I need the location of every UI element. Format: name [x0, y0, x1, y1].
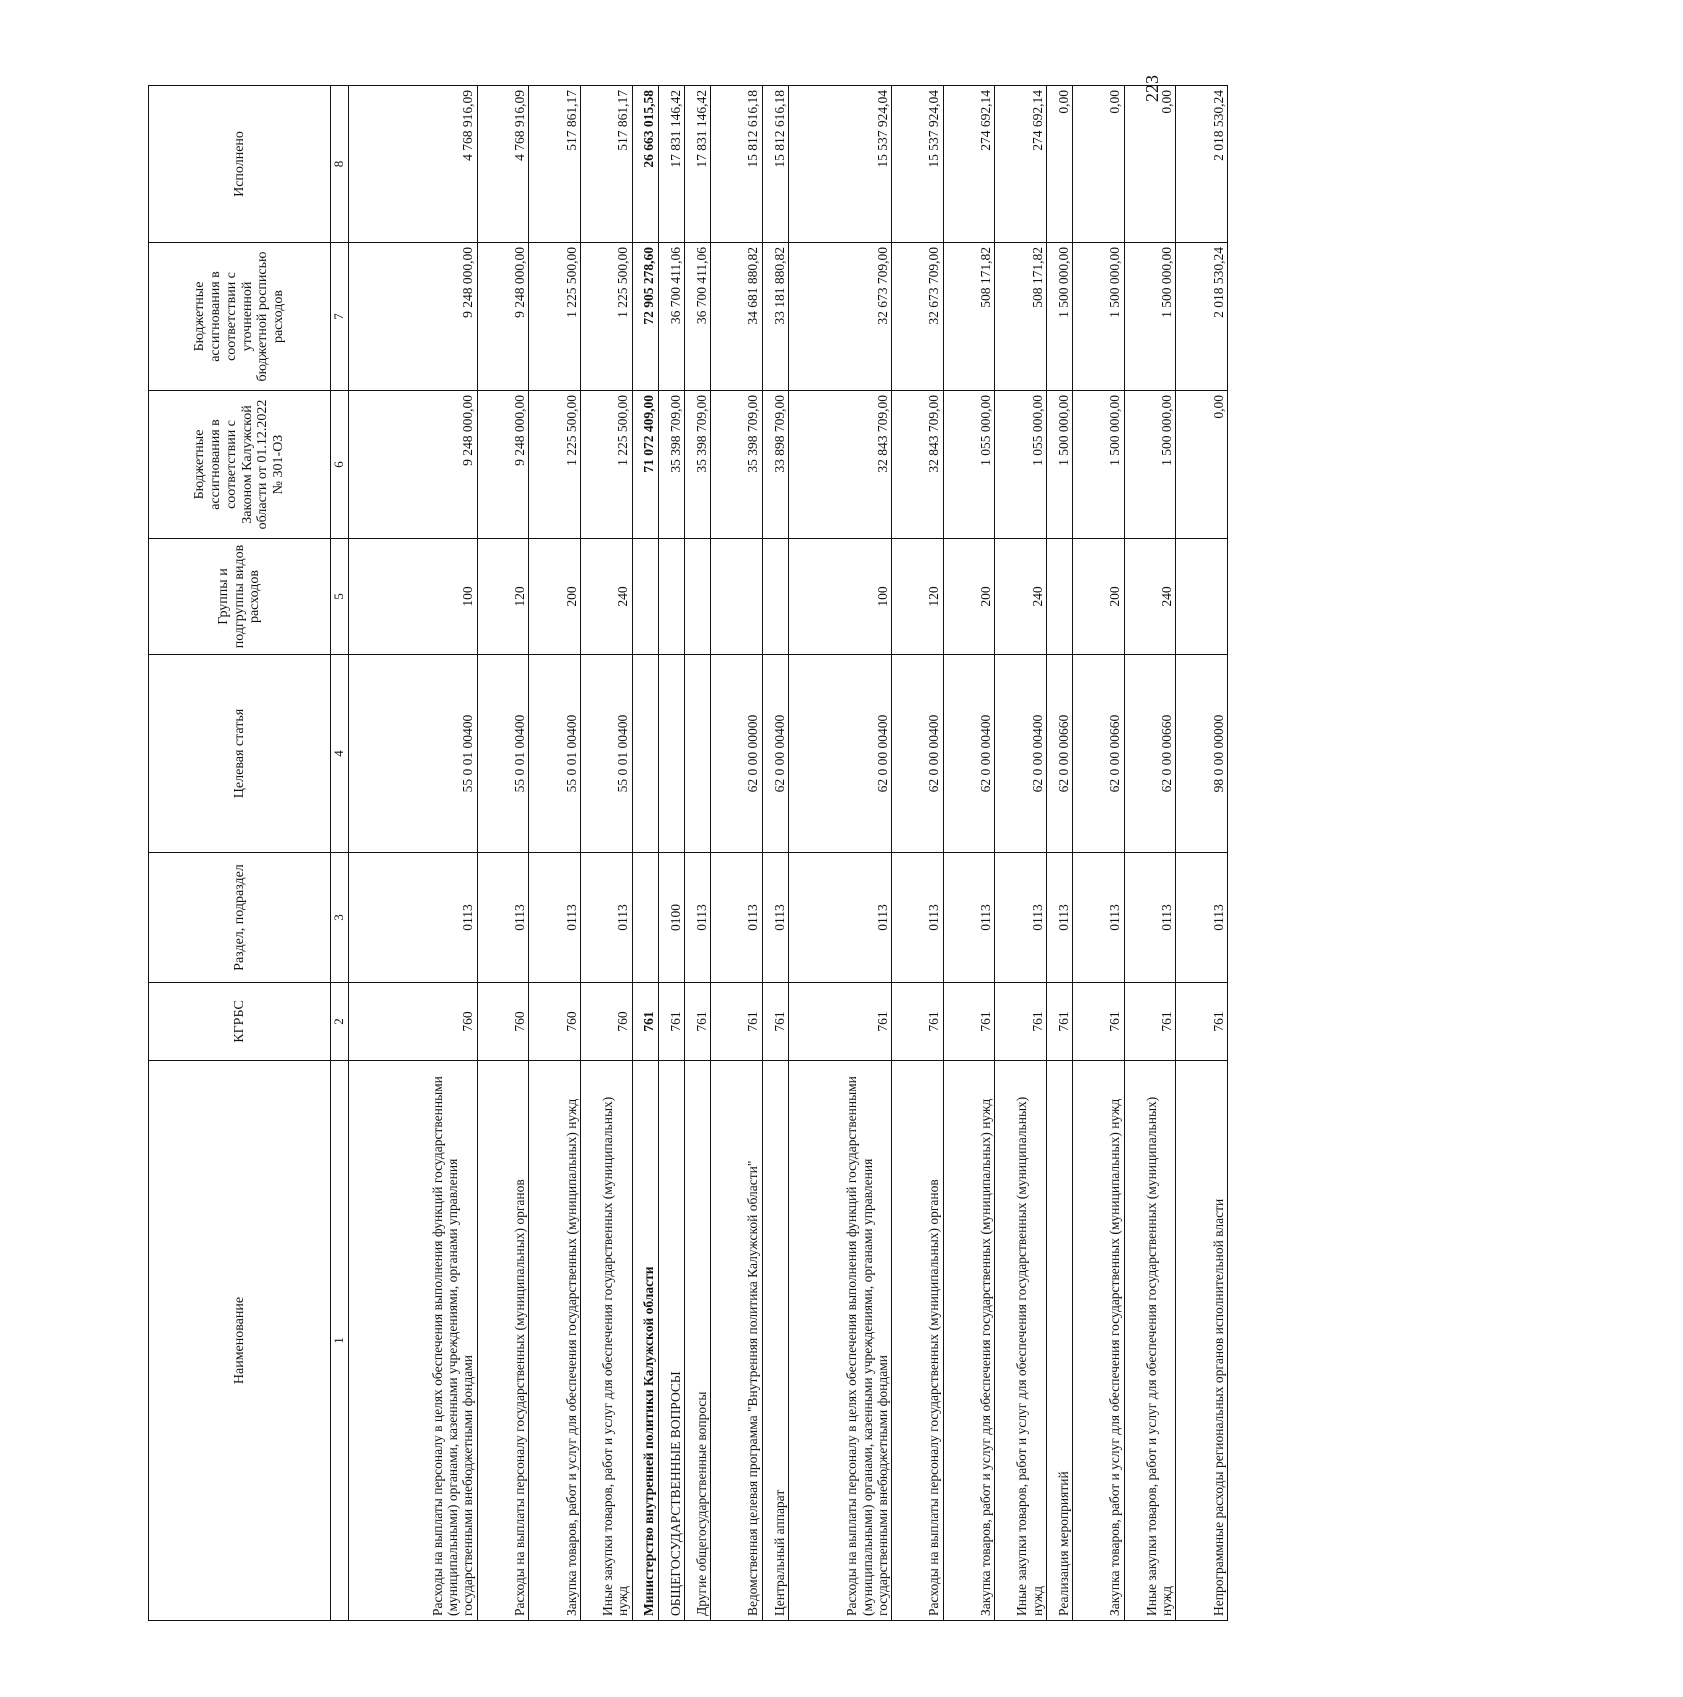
row-refined-amount: 2 018 530,24 — [1176, 243, 1228, 391]
row-law-amount: 1 225 500,00 — [529, 391, 581, 539]
row-expense-group — [632, 539, 658, 655]
header-refined-amount: Бюджетные ассигнования в соответствии с уточненной бюджетной росписью расходов — [149, 243, 331, 391]
row-executed-amount: 17 831 146,42 — [658, 86, 684, 243]
table-row — [1124, 86, 1176, 1621]
column-number: 8 — [331, 86, 349, 243]
row-executed-amount: 0,00 — [1046, 86, 1072, 243]
row-section: 0113 — [348, 853, 477, 983]
row-kgrbs: 761 — [995, 983, 1047, 1061]
header-kgrbs: КГРБС — [149, 983, 331, 1061]
row-law-amount: 32 843 709,00 — [788, 391, 891, 539]
row-target-article: 62 0 00 00400 — [762, 655, 788, 853]
row-target-article: 62 0 00 00400 — [788, 655, 891, 853]
row-kgrbs: 761 — [943, 983, 995, 1061]
row-section: 0113 — [762, 853, 788, 983]
row-name: Расходы на выплаты персоналу государственных (муниципальных) органов — [477, 1061, 529, 1621]
row-kgrbs: 761 — [711, 983, 763, 1061]
row-name: Иные закупки товаров, работ и услуг для обеспечения государственных (муниципальных) нужд — [580, 1061, 632, 1621]
row-executed-amount: 15 537 924,04 — [788, 86, 891, 243]
row-executed-amount: 274 692,14 — [995, 86, 1047, 243]
row-expense-group: 120 — [477, 539, 529, 655]
row-name: Ведомственная целевая программа "Внутренняя политика Калужской области" — [711, 1061, 763, 1621]
row-section: 0113 — [1073, 853, 1125, 983]
row-law-amount: 1 055 000,00 — [995, 391, 1047, 539]
table-header-row — [149, 86, 331, 1621]
row-executed-amount: 4 768 916,09 — [348, 86, 477, 243]
row-target-article: 98 0 00 00000 — [1176, 655, 1228, 853]
row-section: 0113 — [711, 853, 763, 983]
row-kgrbs: 760 — [529, 983, 581, 1061]
row-section: 0113 — [684, 853, 710, 983]
table-row — [711, 86, 763, 1621]
table-row — [658, 86, 684, 1621]
table-row — [788, 86, 891, 1621]
table-row — [580, 86, 632, 1621]
row-name: Закупка товаров, работ и услуг для обеспечения государственных (муниципальных) нужд — [1073, 1061, 1125, 1621]
row-expense-group — [1046, 539, 1072, 655]
row-refined-amount: 1 500 000,00 — [1124, 243, 1176, 391]
column-number: 2 — [331, 983, 349, 1061]
table-row — [1073, 86, 1125, 1621]
budget-table — [148, 85, 1228, 1621]
row-section — [632, 853, 658, 983]
page-number-text: 223 — [1141, 74, 1162, 102]
row-expense-group: 240 — [1124, 539, 1176, 655]
table-row — [892, 86, 944, 1621]
row-refined-amount: 72 905 278,60 — [632, 243, 658, 391]
column-number: 4 — [331, 655, 349, 853]
row-name: Закупка товаров, работ и услуг для обеспечения государственных (муниципальных) нужд — [943, 1061, 995, 1621]
row-kgrbs: 760 — [348, 983, 477, 1061]
row-expense-group: 200 — [529, 539, 581, 655]
row-expense-group: 100 — [348, 539, 477, 655]
row-section: 0113 — [529, 853, 581, 983]
table-row — [1176, 86, 1228, 1621]
row-expense-group: 200 — [1073, 539, 1125, 655]
row-name: Закупка товаров, работ и услуг для обеспечения государственных (муниципальных) нужд — [529, 1061, 581, 1621]
row-target-article: 62 0 00 00400 — [943, 655, 995, 853]
table-row — [995, 86, 1047, 1621]
row-refined-amount: 33 181 880,82 — [762, 243, 788, 391]
row-section: 0100 — [658, 853, 684, 983]
column-number: 5 — [331, 539, 349, 655]
header-name: Наименование — [149, 1061, 331, 1621]
row-expense-group: 200 — [943, 539, 995, 655]
row-target-article: 55 0 01 00400 — [580, 655, 632, 853]
row-section: 0113 — [788, 853, 891, 983]
row-name: Другие общегосударственные вопросы — [684, 1061, 710, 1621]
row-expense-group — [762, 539, 788, 655]
row-law-amount: 32 843 709,00 — [892, 391, 944, 539]
row-name: Непрограммные расходы региональных органов исполнительной власти — [1176, 1061, 1228, 1621]
row-name: Расходы на выплаты персоналу в целях обеспечения выполнения функций государственными (муниципальными) органами, казенными учреждениями, органами управления государственными внебюджетными фондами — [348, 1061, 477, 1621]
row-law-amount: 35 398 709,00 — [658, 391, 684, 539]
table-row — [348, 86, 477, 1621]
column-number: 6 — [331, 391, 349, 539]
row-kgrbs: 760 — [580, 983, 632, 1061]
row-target-article: 55 0 01 00400 — [348, 655, 477, 853]
row-refined-amount: 32 673 709,00 — [788, 243, 891, 391]
header-executed: Исполнено — [149, 86, 331, 243]
row-section: 0113 — [1046, 853, 1072, 983]
header-law-amount: Бюджетные ассигнования в соответствии с Законом Калужской области от 01.12.2022 № 301-ОЗ — [149, 391, 331, 539]
row-target-article: 62 0 00 00660 — [1124, 655, 1176, 853]
row-refined-amount: 36 700 411,06 — [658, 243, 684, 391]
row-law-amount: 35 398 709,00 — [684, 391, 710, 539]
row-name: Реализация мероприятий — [1046, 1061, 1072, 1621]
header-target: Целевая статья — [149, 655, 331, 853]
row-name: Иные закупки товаров, работ и услуг для обеспечения государственных (муниципальных) нужд — [995, 1061, 1047, 1621]
row-section: 0113 — [1124, 853, 1176, 983]
row-law-amount: 1 225 500,00 — [580, 391, 632, 539]
row-target-article: 55 0 01 00400 — [529, 655, 581, 853]
table-row — [1046, 86, 1072, 1621]
row-law-amount: 33 898 709,00 — [762, 391, 788, 539]
row-refined-amount: 1 225 500,00 — [529, 243, 581, 391]
row-refined-amount: 34 681 880,82 — [711, 243, 763, 391]
row-kgrbs: 761 — [1073, 983, 1125, 1061]
row-target-article: 62 0 00 00660 — [1073, 655, 1125, 853]
row-expense-group: 240 — [580, 539, 632, 655]
row-kgrbs: 761 — [658, 983, 684, 1061]
row-name: Расходы на выплаты персоналу в целях обеспечения выполнения функций государственными (муниципальными) органами, казенными учреждениями, органами управления государственными внебюджетными фондами — [788, 1061, 891, 1621]
row-section: 0113 — [1176, 853, 1228, 983]
row-law-amount: 1 500 000,00 — [1046, 391, 1072, 539]
row-kgrbs: 761 — [684, 983, 710, 1061]
row-law-amount: 9 248 000,00 — [348, 391, 477, 539]
row-target-article: 62 0 00 00000 — [711, 655, 763, 853]
row-name: Расходы на выплаты персоналу государственных (муниципальных) органов — [892, 1061, 944, 1621]
row-kgrbs: 761 — [1124, 983, 1176, 1061]
row-name: Министерство внутренней политики Калужской области — [632, 1061, 658, 1621]
row-kgrbs: 761 — [762, 983, 788, 1061]
row-expense-group — [711, 539, 763, 655]
row-target-article — [684, 655, 710, 853]
row-refined-amount: 36 700 411,06 — [684, 243, 710, 391]
row-kgrbs: 761 — [892, 983, 944, 1061]
table-row — [529, 86, 581, 1621]
row-target-article — [632, 655, 658, 853]
row-target-article: 62 0 00 00660 — [1046, 655, 1072, 853]
row-kgrbs: 761 — [632, 983, 658, 1061]
row-law-amount: 1 500 000,00 — [1124, 391, 1176, 539]
row-name: Иные закупки товаров, работ и услуг для обеспечения государственных (муниципальных) нужд — [1124, 1061, 1176, 1621]
row-executed-amount: 517 861,17 — [529, 86, 581, 243]
row-executed-amount: 0,00 — [1124, 86, 1176, 243]
row-kgrbs: 760 — [477, 983, 529, 1061]
row-executed-amount: 15 812 616,18 — [762, 86, 788, 243]
column-number: 3 — [331, 853, 349, 983]
row-law-amount: 1 500 000,00 — [1073, 391, 1125, 539]
row-kgrbs: 761 — [1046, 983, 1072, 1061]
row-kgrbs: 761 — [788, 983, 891, 1061]
table-row — [684, 86, 710, 1621]
row-refined-amount: 1 225 500,00 — [580, 243, 632, 391]
row-section: 0113 — [995, 853, 1047, 983]
row-refined-amount: 9 248 000,00 — [348, 243, 477, 391]
row-executed-amount: 15 812 616,18 — [711, 86, 763, 243]
row-name: ОБЩЕГОСУДАРСТВЕННЫЕ ВОПРОСЫ — [658, 1061, 684, 1621]
row-target-article: 62 0 00 00400 — [892, 655, 944, 853]
table-row — [943, 86, 995, 1621]
header-section: Раздел, подраздел — [149, 853, 331, 983]
table-row — [477, 86, 529, 1621]
row-expense-group: 100 — [788, 539, 891, 655]
row-executed-amount: 17 831 146,42 — [684, 86, 710, 243]
table-row — [632, 86, 658, 1621]
row-refined-amount: 32 673 709,00 — [892, 243, 944, 391]
header-group: Группы и подгруппы видов расходов — [149, 539, 331, 655]
row-refined-amount: 508 171,82 — [995, 243, 1047, 391]
row-target-article: 62 0 00 00400 — [995, 655, 1047, 853]
row-expense-group — [1176, 539, 1228, 655]
row-executed-amount: 4 768 916,09 — [477, 86, 529, 243]
row-executed-amount: 274 692,14 — [943, 86, 995, 243]
row-executed-amount: 2 018 530,24 — [1176, 86, 1228, 243]
row-refined-amount: 9 248 000,00 — [477, 243, 529, 391]
table-body — [348, 86, 1227, 1621]
row-expense-group — [658, 539, 684, 655]
row-section: 0113 — [580, 853, 632, 983]
row-kgrbs: 761 — [1176, 983, 1228, 1061]
row-name: Центральный аппарат — [762, 1061, 788, 1621]
table-row — [762, 86, 788, 1621]
row-law-amount: 71 072 409,00 — [632, 391, 658, 539]
row-executed-amount: 26 663 015,58 — [632, 86, 658, 243]
rotated-table-container — [148, 90, 1683, 1621]
row-executed-amount: 517 861,17 — [580, 86, 632, 243]
row-law-amount: 35 398 709,00 — [711, 391, 763, 539]
row-law-amount: 0,00 — [1176, 391, 1228, 539]
row-expense-group — [684, 539, 710, 655]
row-refined-amount: 508 171,82 — [943, 243, 995, 391]
row-law-amount: 1 055 000,00 — [943, 391, 995, 539]
column-number: 1 — [331, 1061, 349, 1621]
row-executed-amount: 0,00 — [1073, 86, 1125, 243]
row-expense-group: 120 — [892, 539, 944, 655]
row-refined-amount: 1 500 000,00 — [1046, 243, 1072, 391]
row-expense-group: 240 — [995, 539, 1047, 655]
row-refined-amount: 1 500 000,00 — [1073, 243, 1125, 391]
row-executed-amount: 15 537 924,04 — [892, 86, 944, 243]
row-target-article: 55 0 01 00400 — [477, 655, 529, 853]
row-law-amount: 9 248 000,00 — [477, 391, 529, 539]
row-section: 0113 — [943, 853, 995, 983]
column-number: 7 — [331, 243, 349, 391]
column-number-row — [331, 86, 349, 1621]
row-target-article — [658, 655, 684, 853]
row-section: 0113 — [477, 853, 529, 983]
row-section: 0113 — [892, 853, 944, 983]
